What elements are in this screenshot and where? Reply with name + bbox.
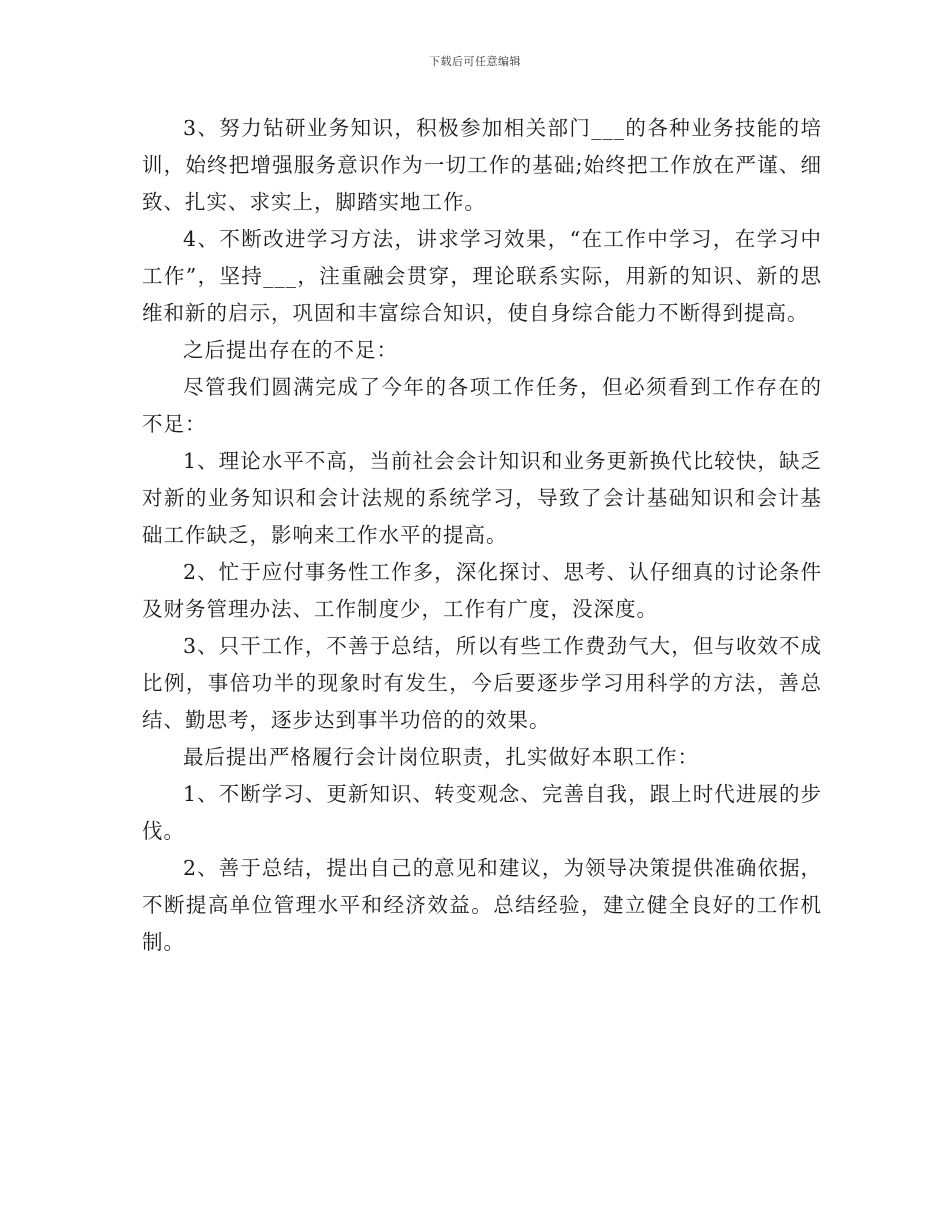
paragraph-shortcoming-3: 3、只干工作，不善于总结，所以有些工作费劲气大，但与收效不成比例，事倍功半的现象时有发生，今后要逐步学习用科学的方法，善总结、勤思考，逐步达到事半功倍的的效果。 bbox=[142, 634, 822, 732]
paragraph-duties-intro: 最后提出严格履行会计岗位职责，扎实做好本职工作： bbox=[183, 745, 699, 769]
paragraph-item-4-learning-method: 4、不断改进学习方法，讲求学习效果，“在工作中学习，在学习中工作”，坚持___，注重融会贯穿，理论联系实际，用新的知识、新的思维和新的启示，巩固和丰富综合知识，使自身综合能力不断得到提高。 bbox=[142, 227, 822, 325]
document-body bbox=[142, 110, 822, 961]
paragraph-shortcoming-1: 1、理论水平不高，当前社会会计知识和业务更新换代比较快，缺乏对新的业务知识和会计法规的系统学习，导致了会计基础知识和会计基础工作缺乏，影响来工作水平的提高。 bbox=[142, 449, 822, 547]
paragraph-shortcomings-intro: 之后提出存在的不足： bbox=[183, 338, 398, 362]
paragraph-shortcomings-summary: 尽管我们圆满完成了今年的各项工作任务，但必须看到工作存在的不足： bbox=[142, 375, 822, 436]
page-header: 下载后可任意编辑 bbox=[429, 55, 521, 68]
paragraph-duty-1: 1、不断学习、更新知识、转变观念、完善自我，跟上时代进展的步伐。 bbox=[142, 782, 822, 843]
paragraph-duty-2: 2、善于总结，提出自己的意见和建议，为领导决策提供准确依据，不断提高单位管理水平和经济效益。总结经验，建立健全良好的工作机制。 bbox=[142, 856, 822, 954]
paragraph-shortcoming-2: 2、忙于应付事务性工作多，深化探讨、思考、认仔细真的讨论条件及财务管理办法、工作制度少，工作有广度，没深度。 bbox=[142, 560, 822, 621]
paragraph-item-3-effort: 3、努力钻研业务知识，积极参加相关部门___的各种业务技能的培训，始终把增强服务意识作为一切工作的基础;始终把工作放在严谨、细致、扎实、求实上，脚踏实地工作。 bbox=[142, 116, 822, 214]
